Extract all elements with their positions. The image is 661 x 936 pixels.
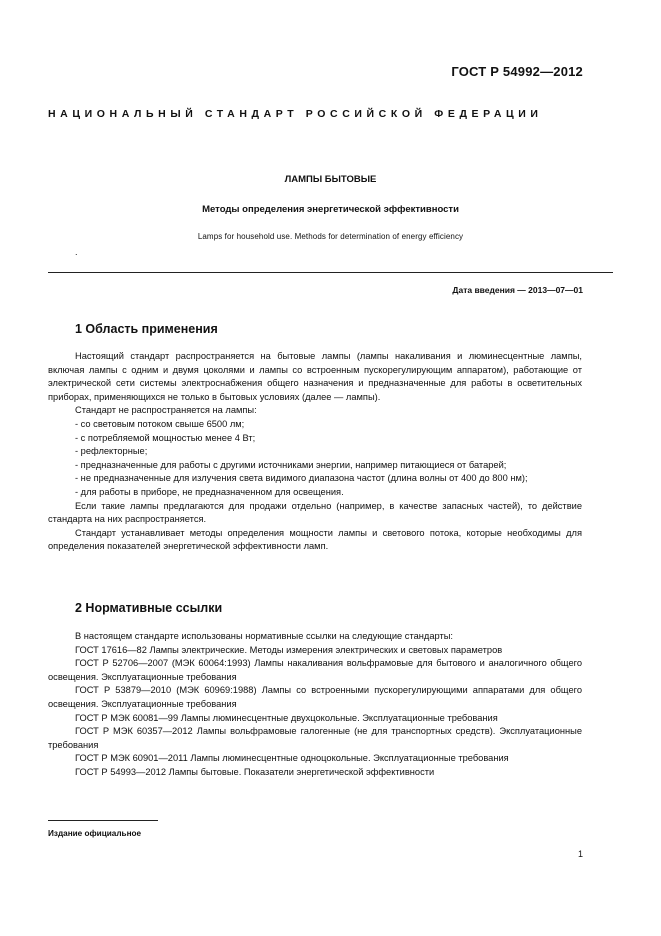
document-id: ГОСТ Р 54992—2012 [451,64,583,79]
paragraph: Стандарт устанавливает методы определения мощности лампы и светового потока, которые необходимы для определения показателей энергетической эффективности ламп. [48,527,582,552]
national-standard-banner: НАЦИОНАЛЬНЫЙ СТАНДАРТ РОССИЙСКОЙ ФЕДЕРАЦИИ [48,108,543,120]
introduction-date: Дата введения — 2013—07—01 [452,285,583,295]
paragraph: В настоящем стандарте использованы нормативные ссылки на следующие стандарты: [75,631,454,641]
reference-item: ГОСТ Р 54993—2012 Лампы бытовые. Показатели энергетической эффективности [75,766,435,777]
list-item: - для работы в приборе, не предназначенном для освещения. [75,486,344,497]
list-item: - с потребляемой мощностью менее 4 Вт; [75,432,256,443]
section-2-heading: 2 Нормативные ссылки [75,601,223,615]
reference-item: ГОСТ Р МЭК 60357—2012 Лампы вольфрамовые галогенные (не для транспортных средств). Эксплуатационные требования [48,726,582,750]
reference-item: ГОСТ Р МЭК 60081—99 Лампы люминесцентные двухцокольные. Эксплуатационные требования [75,712,498,723]
section-2-body [48,630,582,780]
document-subtitle: Методы определения энергетической эффективности [202,204,459,215]
document-title-english: Lamps for household use. Methods for determination of energy efficiency [197,232,464,241]
divider-top [48,272,613,273]
list-item: - не предназначенные для излучения света видимого диапазона частот (длина волны от 400 до 800 нм); [75,473,528,484]
paragraph: Если такие лампы предлагаются для продажи отдельно (например, в качестве запасных частей), то действие стандарта на них распространяется. [48,500,582,525]
section-1-body [48,350,582,554]
list-item: - предназначенные для работы с другими источниками энергии, например питающиеся от батарей; [75,459,507,470]
reference-item: ГОСТ Р 52706—2007 (МЭК 60064:1993) Лампы накаливания вольфрамовые для бытового и аналогичного общего освещения. Эксплуатационные требования [48,658,582,682]
reference-item: ГОСТ Р 53879—2010 (МЭК 60969:1988) Лампы со встроенными пускорегулирующими аппаратами для общего освещения. Эксплуатационные требования [48,685,582,709]
dot-mark: . [75,247,78,257]
document-title: ЛАМПЫ БЫТОВЫЕ [284,174,377,185]
divider-footer [48,820,158,821]
list-item: - рефлекторные; [75,446,148,457]
reference-item: ГОСТ Р МЭК 60901—2011 Лампы люминесцентные одноцокольные. Эксплуатационные требования [75,753,509,764]
list-item: - со световым потоком свыше 6500 лм; [75,418,245,429]
page-number: 1 [577,849,583,859]
paragraph: Настоящий стандарт распространяется на бытовые лампы (лампы накаливания и люминесцентные лампы, включая лампы с одним и двумя цоколями и лампы со встроенным пускорегулирующим аппаратом), работающие от электрической сети системы электроснабжения общего назначения и предназначенные для работы в осветительных приборах, применяющихся не только в бытовых условиях (далее — лампы). [48,351,582,402]
edition-label: Издание официальное [48,829,142,838]
reference-item: ГОСТ 17616—82 Лампы электрические. Методы измерения электрических и световых параметров [75,644,503,655]
paragraph: Стандарт не распространяется на лампы: [75,405,257,416]
section-1-heading: 1 Область применения [75,322,218,336]
